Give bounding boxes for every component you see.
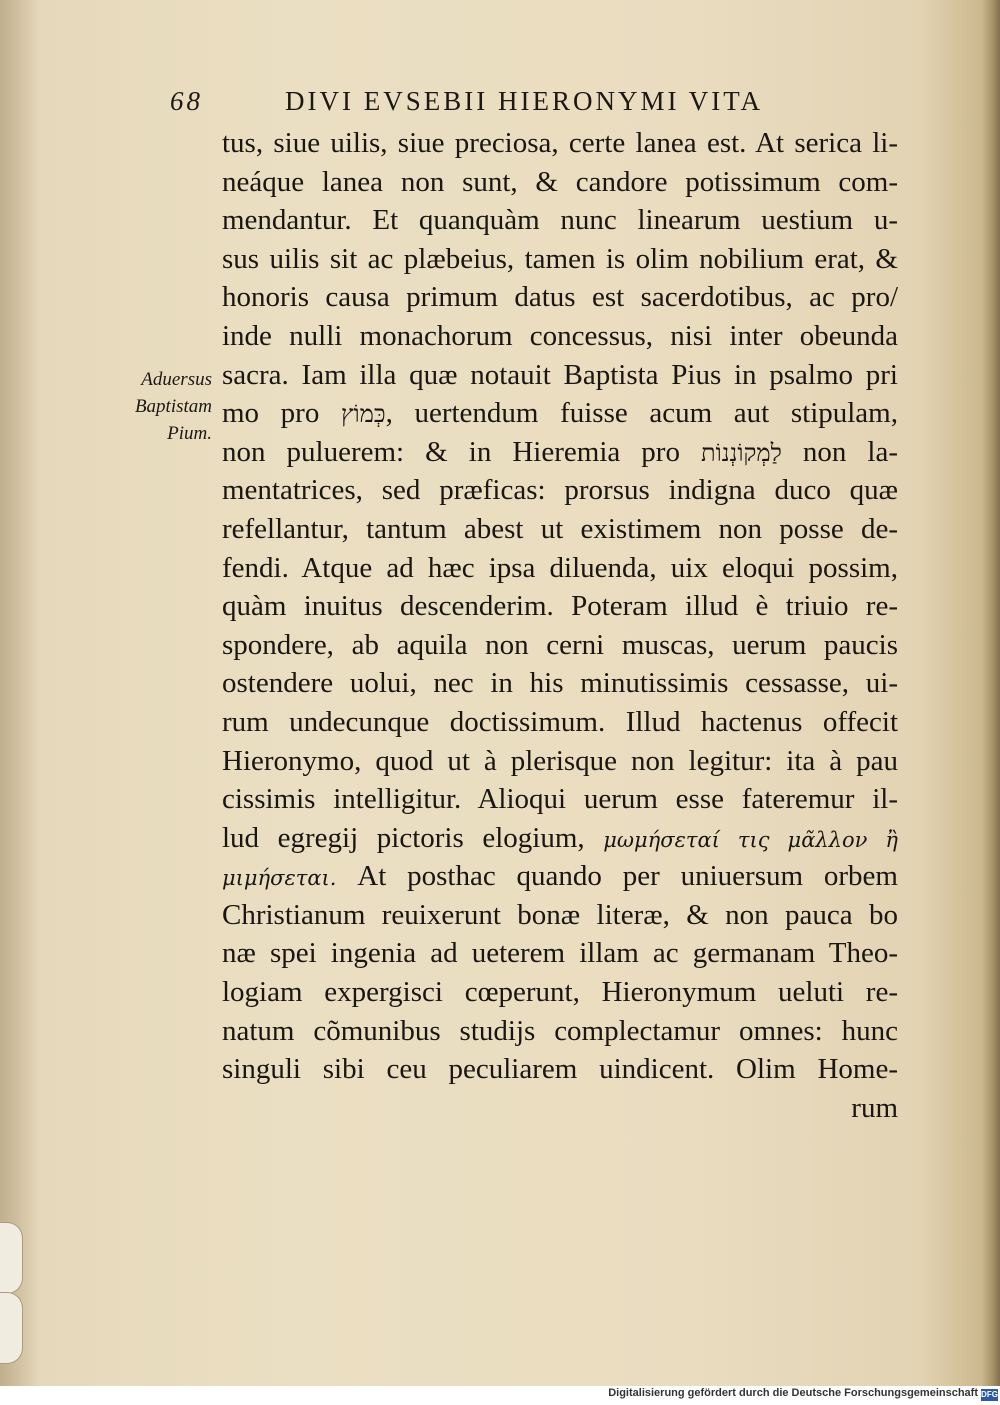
- text-line-with-hebrew: [222, 394, 898, 433]
- footer-credit: Digitalisierung gefördert durch die Deutsche Forschungsgemeinschaft: [608, 1387, 978, 1399]
- text-line: natum cõmunibus studijs complectamur omnes: hunc: [222, 1014, 898, 1047]
- page-tab: [0, 1292, 23, 1364]
- text-line-with-greek: [222, 857, 898, 896]
- greek-phrase: μωμήσεταί τις μᾶλλον ἢ: [603, 827, 899, 852]
- text-line: tus, siue uilis, siue preciosa, certe lanea est. At serica li-: [222, 127, 898, 159]
- text-line-with-hebrew: [222, 433, 898, 472]
- text-line: Hieronymo, quod ut à plerisque non legitur: ita à pau: [222, 744, 898, 777]
- margin-note-line: Baptistam: [134, 396, 212, 417]
- page-header: [170, 86, 820, 122]
- margin-note-line: Aduersus: [141, 369, 212, 390]
- text-line: neáque lanea non sunt, & candore potissimum com-: [222, 165, 898, 198]
- dfg-logo: DFG: [981, 1390, 998, 1399]
- text-line: ostendere uolui, nec in his minutissimis cessasse, ui-: [222, 667, 898, 700]
- hebrew-word: לַמְקוֹנְנוֹת: [701, 438, 782, 467]
- text-line: honoris causa primum datus est sacerdotibus, ac pro/: [222, 281, 898, 314]
- text-line: sus uilis sit ac plæbeius, tamen is olim nobilium erat, &: [222, 242, 898, 275]
- text-segment: , uertendum fuisse acum aut stipulam,: [385, 397, 898, 430]
- text-segment: non puluerem: & in Hieremia pro: [222, 435, 701, 468]
- gutter-shadow: [0, 0, 40, 1386]
- text-line: næ spei ingenia ad ueterem illam ac germanam Theo-: [222, 937, 898, 970]
- text-line: rum undecunque doctissimum. Illud hactenus offecit: [222, 705, 898, 738]
- text-line: spondere, ab aquila non cerni muscas, uerum paucis: [222, 628, 898, 661]
- text-line-with-greek: [222, 819, 898, 858]
- running-head: DIVI EVSEBII HIERONYMI VITA: [285, 86, 764, 116]
- text-line: sacra. Iam illa quæ notauit Baptista Pius in psalmo pri: [222, 358, 898, 391]
- page-tab: [0, 1222, 23, 1294]
- text-segment: mo pro: [222, 397, 341, 430]
- page-edge-shadow: [982, 0, 1000, 1386]
- digitization-footer: [0, 1386, 1000, 1405]
- text-line: quàm inuitus descenderim. Poteram illud è triuio re-: [222, 590, 898, 623]
- text-line: mentatrices, sed præficas: prorsus indigna duco quæ: [222, 474, 898, 507]
- text-line: Christianum reuixerunt bonæ literæ, & non pauca bo: [222, 898, 898, 931]
- page-number: 68: [170, 86, 203, 116]
- margin-note: [96, 366, 212, 447]
- body-text: [222, 124, 898, 1127]
- text-segment: lud egregij pictoris elogium,: [222, 821, 604, 854]
- margin-note-line: Pium.: [167, 423, 212, 444]
- hebrew-word: כְּמוֹץ: [340, 400, 386, 429]
- text-line: refellantur, tantum abest ut existimem non posse de-: [222, 512, 898, 545]
- text-line: logiam expergisci cœperunt, Hieronymum ueluti re-: [222, 976, 898, 1009]
- text-line: cissimis intelligitur. Alioqui uerum esse fateremur il-: [222, 783, 898, 816]
- text-line: fendi. Atque ad hæc ipsa diluenda, uix eloqui possim,: [222, 551, 898, 584]
- text-line: singuli sibi ceu peculiarem uindicent. Olim Home-: [222, 1053, 898, 1086]
- text-line: inde nulli monachorum concessus, nisi inter obeunda: [222, 319, 898, 352]
- text-segment: non la-: [781, 435, 898, 468]
- text-line: mendantur. Et quanquàm nunc linearum uestium u-: [222, 204, 898, 237]
- text-segment: At posthac quando per uniuersum orbem: [336, 860, 898, 893]
- catchword: rum: [851, 1091, 898, 1124]
- greek-phrase: μιμήσεται.: [222, 866, 337, 891]
